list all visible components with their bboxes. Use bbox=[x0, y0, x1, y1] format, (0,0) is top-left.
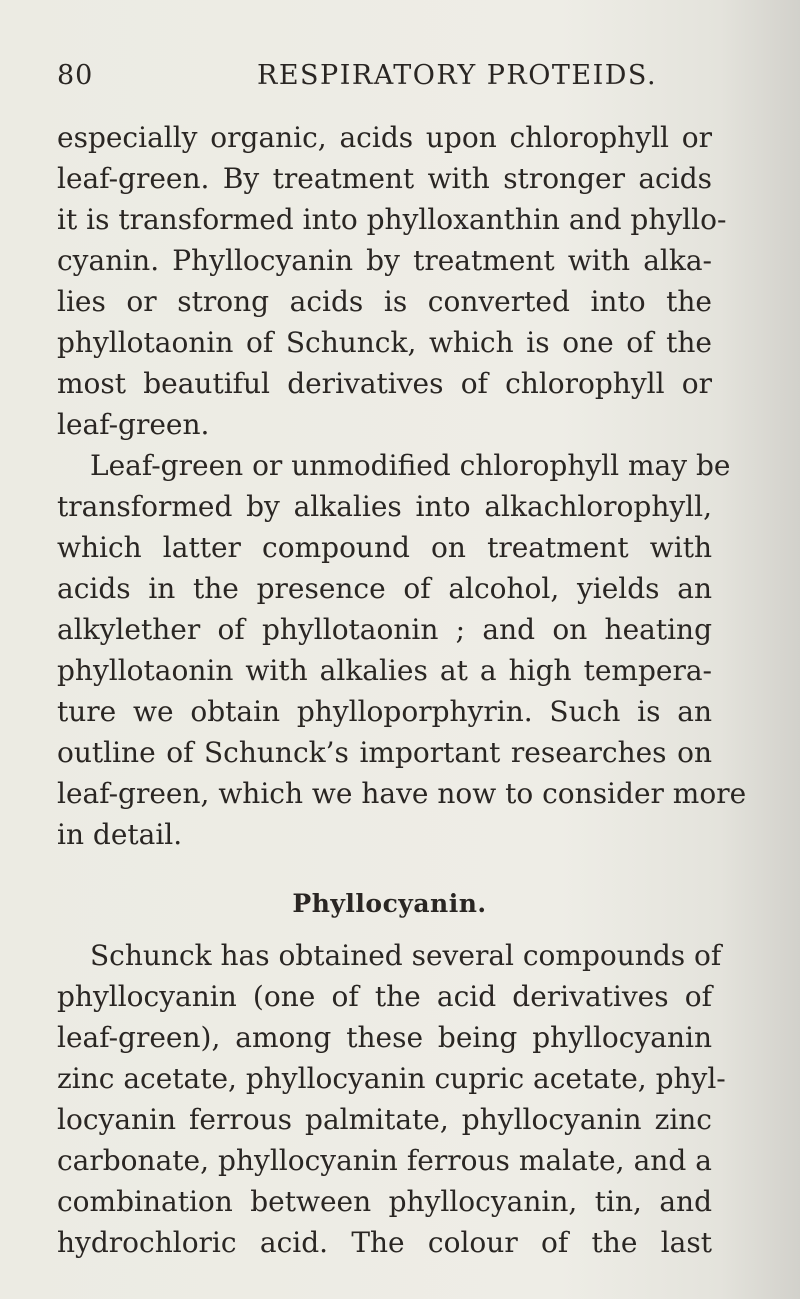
text-line: especially organic, acids upon chlorophyll or bbox=[57, 121, 712, 154]
page-number: 80 bbox=[57, 60, 94, 91]
text-line: phyllotaonin with alkalies at a high tempera- bbox=[57, 654, 712, 687]
text-line: it is transformed into phylloxanthin and phyllo- bbox=[57, 203, 727, 236]
text-line: combination between phyllocyanin, tin, and bbox=[57, 1185, 712, 1218]
paragraph-leaf-green bbox=[57, 445, 747, 855]
text-line: Leaf-green or unmodified chlorophyll may be bbox=[90, 449, 731, 482]
section-heading: Phyllocyanin. bbox=[292, 889, 487, 918]
paragraph-phyllocyanin bbox=[57, 935, 726, 1263]
text-line: leaf-green. bbox=[57, 408, 210, 441]
text-line: Schunck has obtained several compounds of bbox=[90, 939, 722, 972]
text-line: cyanin. Phyllocyanin by treatment with alka- bbox=[57, 244, 712, 277]
text-line: alkylether of phyllotaonin ; and on heating bbox=[57, 613, 712, 646]
text-line: in detail. bbox=[57, 818, 183, 851]
text-line: which latter compound on treatment with bbox=[57, 531, 712, 564]
text-line: zinc acetate, phyllocyanin cupric acetate, phyl- bbox=[57, 1062, 726, 1095]
text-line: locyanin ferrous palmitate, phyllocyanin zinc bbox=[57, 1103, 712, 1136]
text-line: leaf-green. By treatment with stronger acids bbox=[57, 162, 712, 195]
running-head: RESPIRATORY PROTEIDS. bbox=[257, 60, 658, 91]
text-line: transformed by alkalies into alkachlorophyll, bbox=[57, 490, 712, 523]
text-line: phyllocyanin (one of the acid derivatives of bbox=[57, 980, 712, 1013]
paragraph-continuation bbox=[57, 117, 727, 445]
page-header bbox=[57, 60, 697, 100]
text-line: ture we obtain phylloporphyrin. Such is an bbox=[57, 695, 712, 728]
text-line: most beautiful derivatives of chlorophyll or bbox=[57, 367, 712, 400]
text-line: leaf-green, which we have now to consider more bbox=[57, 777, 747, 810]
body-text bbox=[57, 117, 747, 1263]
text-line: leaf-green), among these being phyllocyanin bbox=[57, 1021, 712, 1054]
text-line: phyllotaonin of Schunck, which is one of the bbox=[57, 326, 712, 359]
text-line: outline of Schunck’s important researches on bbox=[57, 736, 712, 769]
text-line: acids in the presence of alcohol, yields an bbox=[57, 572, 712, 605]
text-line: carbonate, phyllocyanin ferrous malate, and a bbox=[57, 1144, 712, 1177]
text-line: hydrochloric acid. The colour of the last bbox=[57, 1226, 712, 1259]
text-line: lies or strong acids is converted into the bbox=[57, 285, 712, 318]
